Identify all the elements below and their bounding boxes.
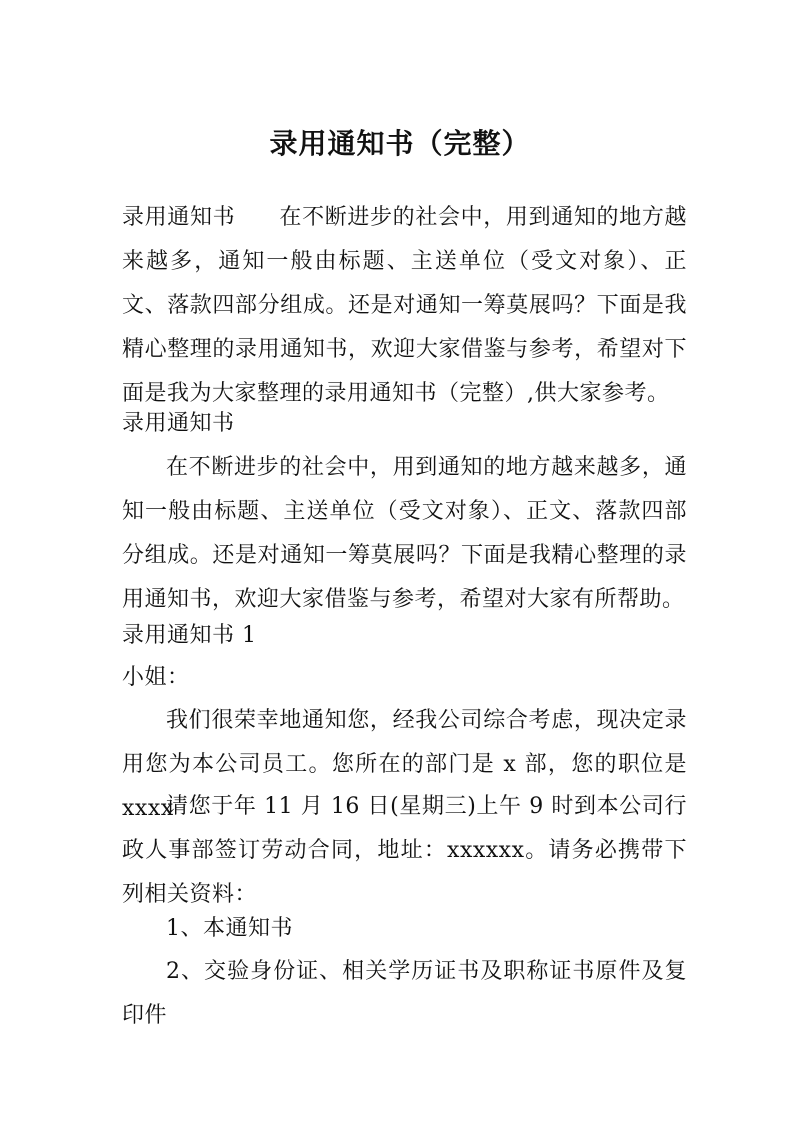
document-title: 录用通知书（完整）	[269, 127, 531, 160]
list-item-1: 1、本通知书	[166, 916, 293, 941]
section-heading-2: 录用通知书 1	[122, 623, 257, 648]
salutation: 小姐：	[122, 665, 190, 690]
intro-lead: 录用通知书	[122, 205, 236, 230]
list-item-2: 2、交验身份证、相关学历证书及职称证书原件及复印件	[122, 959, 687, 1028]
intro-text: 在不断进步的社会中，用到通知的地方越来越多，通知一般由标题、主送单位（受文对象）、正文、落款四部分组成。还是对通知一筹莫展吗？下面是我精心整理的录用通知书，欢迎大家借鉴与参考，希望对下面是我为大家整理的录用通知书（完整）,供大家参考。	[122, 205, 687, 406]
body-paragraph-3: 请您于年 11 月 16 日(星期三)上午 9 时到本公司行政人事部签订劳动合同，地址：xxxxxx。请务必携带下列相关资料：	[122, 794, 687, 907]
section-heading-1: 录用通知书	[122, 411, 235, 436]
body-paragraph-2: 我们很荣幸地通知您，经我公司综合考虑，现决定录用您为本公司员工。您所在的部门是 x 部，您的职位是 xxxx	[122, 708, 687, 821]
intro-paragraph	[122, 196, 687, 416]
body-paragraph-1: 在不断进步的社会中，用到通知的地方越来越多，通知一般由标题、主送单位（受文对象）、正文、落款四部分组成。还是对通知一筹莫展吗？下面是我精心整理的录用通知书，欢迎大家借鉴与参考，希望对大家有所帮助。	[122, 455, 687, 612]
